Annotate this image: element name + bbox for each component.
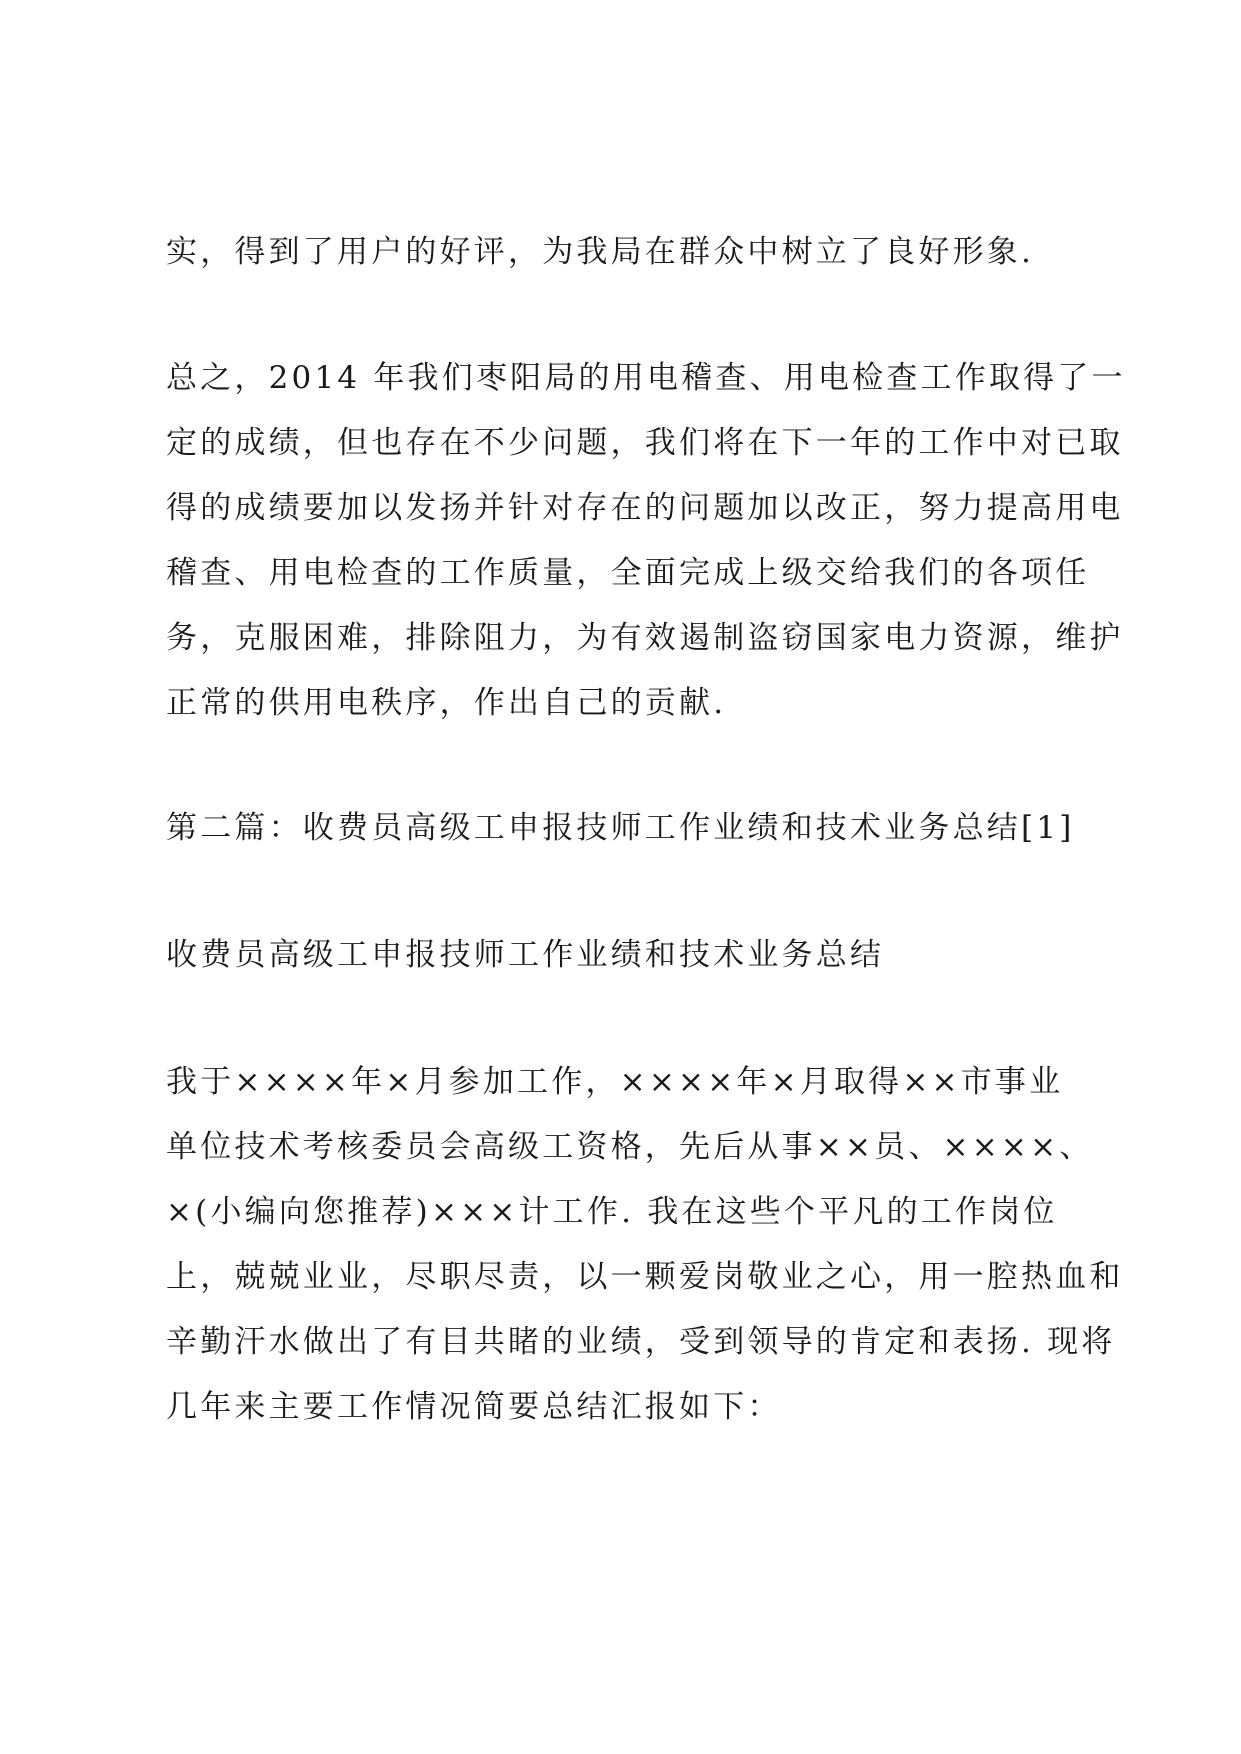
text-line: 正常的供用电秩序，作出自己的贡献.: [166, 685, 727, 721]
section-heading: 第二篇：收费员高级工申报技师工作业绩和技术业务总结[1]: [166, 810, 1075, 846]
text-line: 得的成绩要加以发扬并针对存在的问题加以改正，努力提高用电: [166, 490, 1124, 526]
text-line: 上，兢兢业业，尽职尽责，以一颗爱岗敬业之心，用一腔热血和: [166, 1259, 1124, 1295]
text-line: 稽查、用电检查的工作质量，全面完成上级交给我们的各项任: [166, 555, 1090, 591]
article-title: 收费员高级工申报技师工作业绩和技术业务总结: [166, 937, 885, 973]
text-line: 单位技术考核委员会高级工资格，先后从事××员、××××、: [166, 1129, 1094, 1165]
text-line: 定的成绩，但也存在不少问题，我们将在下一年的工作中对已取: [166, 425, 1124, 461]
text-line: 我于××××年×月参加工作，××××年×月取得××市事业: [166, 1064, 1064, 1100]
text-line: 实，得到了用户的好评，为我局在群众中树立了良好形象.: [166, 234, 1035, 270]
text-line: ×(小编向您推荐)×××计工作. 我在这些个平凡的工作岗位: [166, 1194, 1058, 1230]
text-line: 总之，2014 年我们枣阳局的用电稽查、用电检查工作取得了一: [166, 360, 1126, 396]
text-line: 务，克服困难，排除阻力，为有效遏制盗窃国家电力资源，维护: [166, 620, 1124, 656]
text-line: 几年来主要工作情况简要总结汇报如下：: [166, 1389, 782, 1425]
text-line: 辛勤汗水做出了有目共睹的业绩，受到领导的肯定和表扬. 现将: [166, 1324, 1116, 1360]
